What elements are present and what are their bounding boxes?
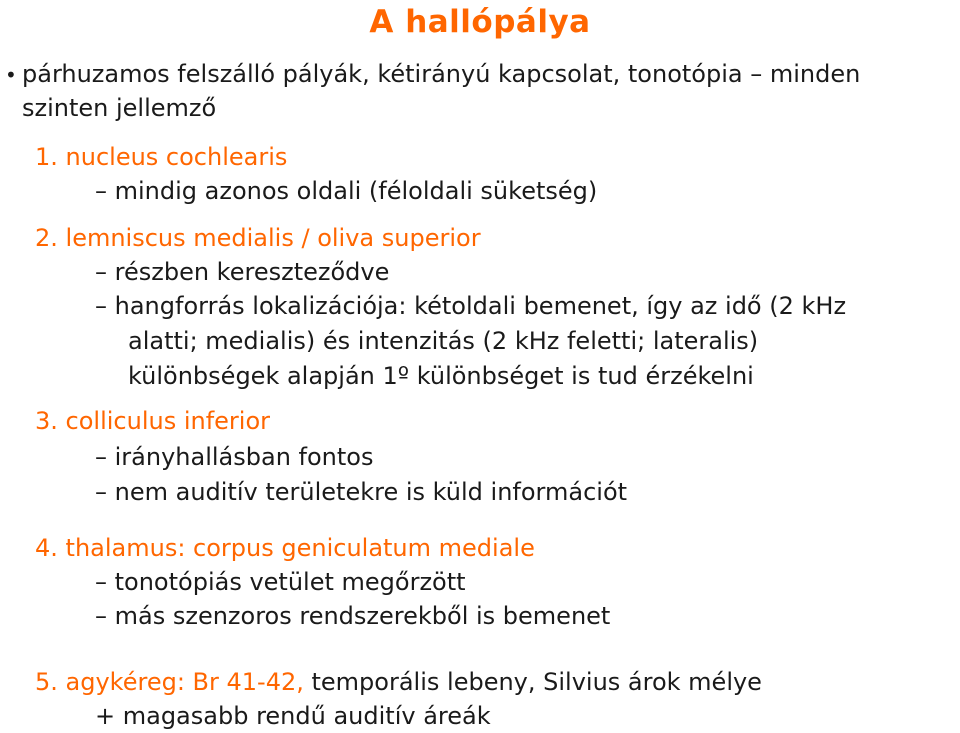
section-4-heading: 4. thalamus: corpus geniculatum mediale (35, 534, 535, 562)
section-3-item-2: – nem auditív területekre is küld információt (95, 478, 628, 506)
section-1-heading: 1. nucleus cochlearis (35, 143, 288, 171)
section-3-item-1: – irányhallásban fontos (95, 443, 374, 471)
section-3-heading: 3. colliculus inferior (35, 407, 271, 435)
section-1-item-1: – mindig azonos oldali (féloldali süketség) (95, 177, 598, 205)
section-5-item-1: + magasabb rendű auditív áreák (95, 702, 491, 730)
bullet-dot: • (5, 63, 17, 87)
section-4-item-1: – tonotópiás vetület megőrzött (95, 568, 466, 596)
section-5-heading-rest: temporális lebeny, Silvius árok mélye (303, 668, 762, 696)
section-2-heading: 2. lemniscus medialis / oliva superior (35, 224, 481, 252)
intro-line-1: párhuzamos felszálló pályák, kétirányú kapcsolat, tonotópia – minden (22, 60, 861, 88)
section-5-heading-orange: 5. agykéreg: Br 41-42, (35, 668, 304, 696)
section-2-item-1: – részben kereszteződve (95, 258, 390, 286)
intro-line-2: szinten jellemző (22, 94, 217, 122)
section-5-heading (35, 665, 762, 699)
page-title: A hallópálya (369, 4, 591, 40)
section-2-item-3: alatti; medialis) és intenzitás (2 kHz feletti; lateralis) (128, 327, 759, 355)
section-2-item-4: különbségek alapján 1º különbséget is tud érzékelni (128, 362, 754, 390)
section-4-item-2: – más szenzoros rendszerekből is bemenet (95, 602, 611, 630)
section-2-item-2: – hangforrás lokalizációja: kétoldali bemenet, így az idő (2 kHz (95, 292, 847, 320)
